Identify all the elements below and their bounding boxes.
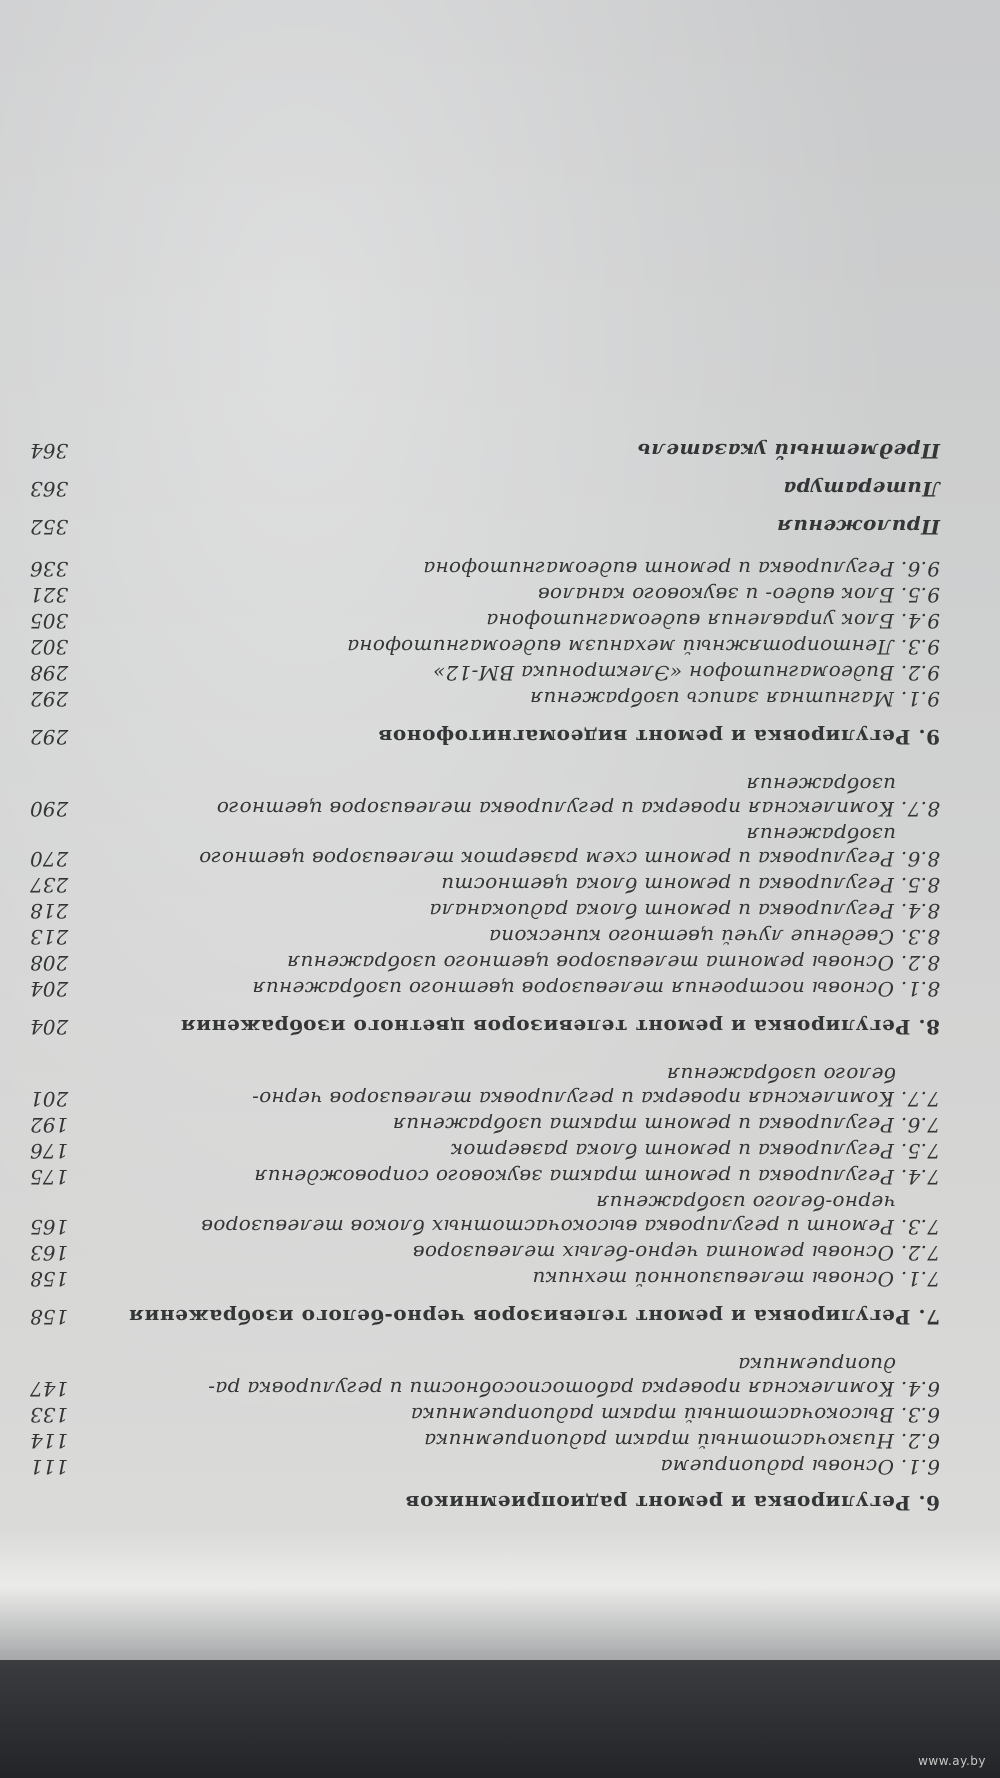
toc-entry-7-5: 7.5. Регулировка и ремонт блока разверток 176 bbox=[30, 1139, 940, 1163]
torn-page-edge bbox=[0, 1530, 1000, 1670]
toc-appendices: Приложения 352 bbox=[30, 515, 940, 539]
toc-entry-6-3: 6.3. Высокочастотный тракт радиоприемника 133 bbox=[30, 1403, 940, 1427]
toc-entry-9-5: 9.5. Блок видео- и звукового каналов 321 bbox=[30, 583, 940, 607]
toc-entry-8-6: 8.6. Регулировка и ремонт схем разверток телевизоров цветного 270 bbox=[30, 847, 940, 871]
toc-entry-9-4: 9.4. Блок управления видеомагнитофона 305 bbox=[30, 609, 940, 633]
toc-entry-9-6: 9.6. Регулировка и ремонт видеомагнитофона 336 bbox=[30, 557, 940, 581]
toc-entry-7-6: 7.6. Регулировка и ремонт тракта изображения 192 bbox=[30, 1113, 940, 1137]
toc-entry-7-7-cont: белого изображения bbox=[666, 1063, 896, 1087]
table-of-contents bbox=[30, 205, 940, 1525]
toc-entry-8-7: 8.7. Комплексная проверка и регулировка телевизоров цветного 290 bbox=[30, 797, 940, 821]
toc-entry-9-3: 9.3. Лентопротяжный механизм видеомагнитофона 302 bbox=[30, 635, 940, 659]
toc-entry-7-3: 7.3. Ремонт и регулировка высокочастотных блоков телевизоров 165 bbox=[30, 1215, 940, 1239]
toc-entry-9-2: 9.2. Видеомагнитофон «Электроника ВМ-12» 298 bbox=[30, 661, 940, 685]
toc-entry-6-2: 6.2. Низкочастотный тракт радиоприемника 114 bbox=[30, 1429, 940, 1453]
toc-entry-8-5: 8.5. Регулировка и ремонт блока цветности 237 bbox=[30, 873, 940, 897]
toc-entry-8-6-cont: изображения bbox=[746, 823, 896, 847]
toc-entry-8-4: 8.4. Регулировка и ремонт блока радиоканала 218 bbox=[30, 899, 940, 923]
toc-entry-7-2: 7.2. Основы ремонта черно-белых телевизоров 163 bbox=[30, 1241, 940, 1265]
chapter-6-heading: 6. Регулировка и ремонт радиоприемников bbox=[405, 1491, 940, 1515]
chapter-9-heading: 9. Регулировка и ремонт видеомагнитофонов 292 bbox=[30, 725, 940, 749]
toc-entry-6-4: 6.4. Комплексная проверка работоспособности и регулировка ра- 147 bbox=[30, 1377, 940, 1401]
chapter-8-heading: 8. Регулировка и ремонт телевизоров цветного изображения 204 bbox=[30, 1015, 940, 1039]
toc-subject-index: Предметный указатель 364 bbox=[30, 439, 940, 463]
toc-entry-7-4: 7.4. Регулировка и ремонт тракта звукового сопровождения 175 bbox=[30, 1165, 940, 1189]
toc-entry-7-1: 7.1. Основы телевизионной техники 158 bbox=[30, 1267, 940, 1291]
table-surface bbox=[0, 1660, 1000, 1778]
toc-entry-6-1: 6.1. Основы радиоприема 111 bbox=[30, 1455, 940, 1479]
toc-entry-8-2: 8.2. Основы ремонта телевизоров цветного изображения 208 bbox=[30, 951, 940, 975]
site-watermark: www.ay.by bbox=[918, 1754, 986, 1768]
toc-entry-9-1: 9.1. Магнитная запись изображения 292 bbox=[30, 687, 940, 711]
toc-entry-8-7-cont: изображения bbox=[746, 773, 896, 797]
toc-entry-6-4-cont: диоприемника bbox=[737, 1353, 896, 1377]
toc-entry-7-3-cont: черно-белого изображения bbox=[595, 1191, 896, 1215]
chapter-7-heading: 7. Регулировка и ремонт телевизоров черно-белого изображения 158 bbox=[30, 1305, 940, 1329]
toc-literature: Литература 363 bbox=[30, 477, 940, 501]
toc-entry-7-7: 7.7. Комплексная проверка и регулировка телевизоров черно- 201 bbox=[30, 1087, 940, 1111]
toc-entry-8-3: 8.3. Сведение лучей цветного кинескопа 213 bbox=[30, 925, 940, 949]
toc-entry-8-1: 8.1. Основы построения телевизоров цветного изображения 204 bbox=[30, 977, 940, 1001]
